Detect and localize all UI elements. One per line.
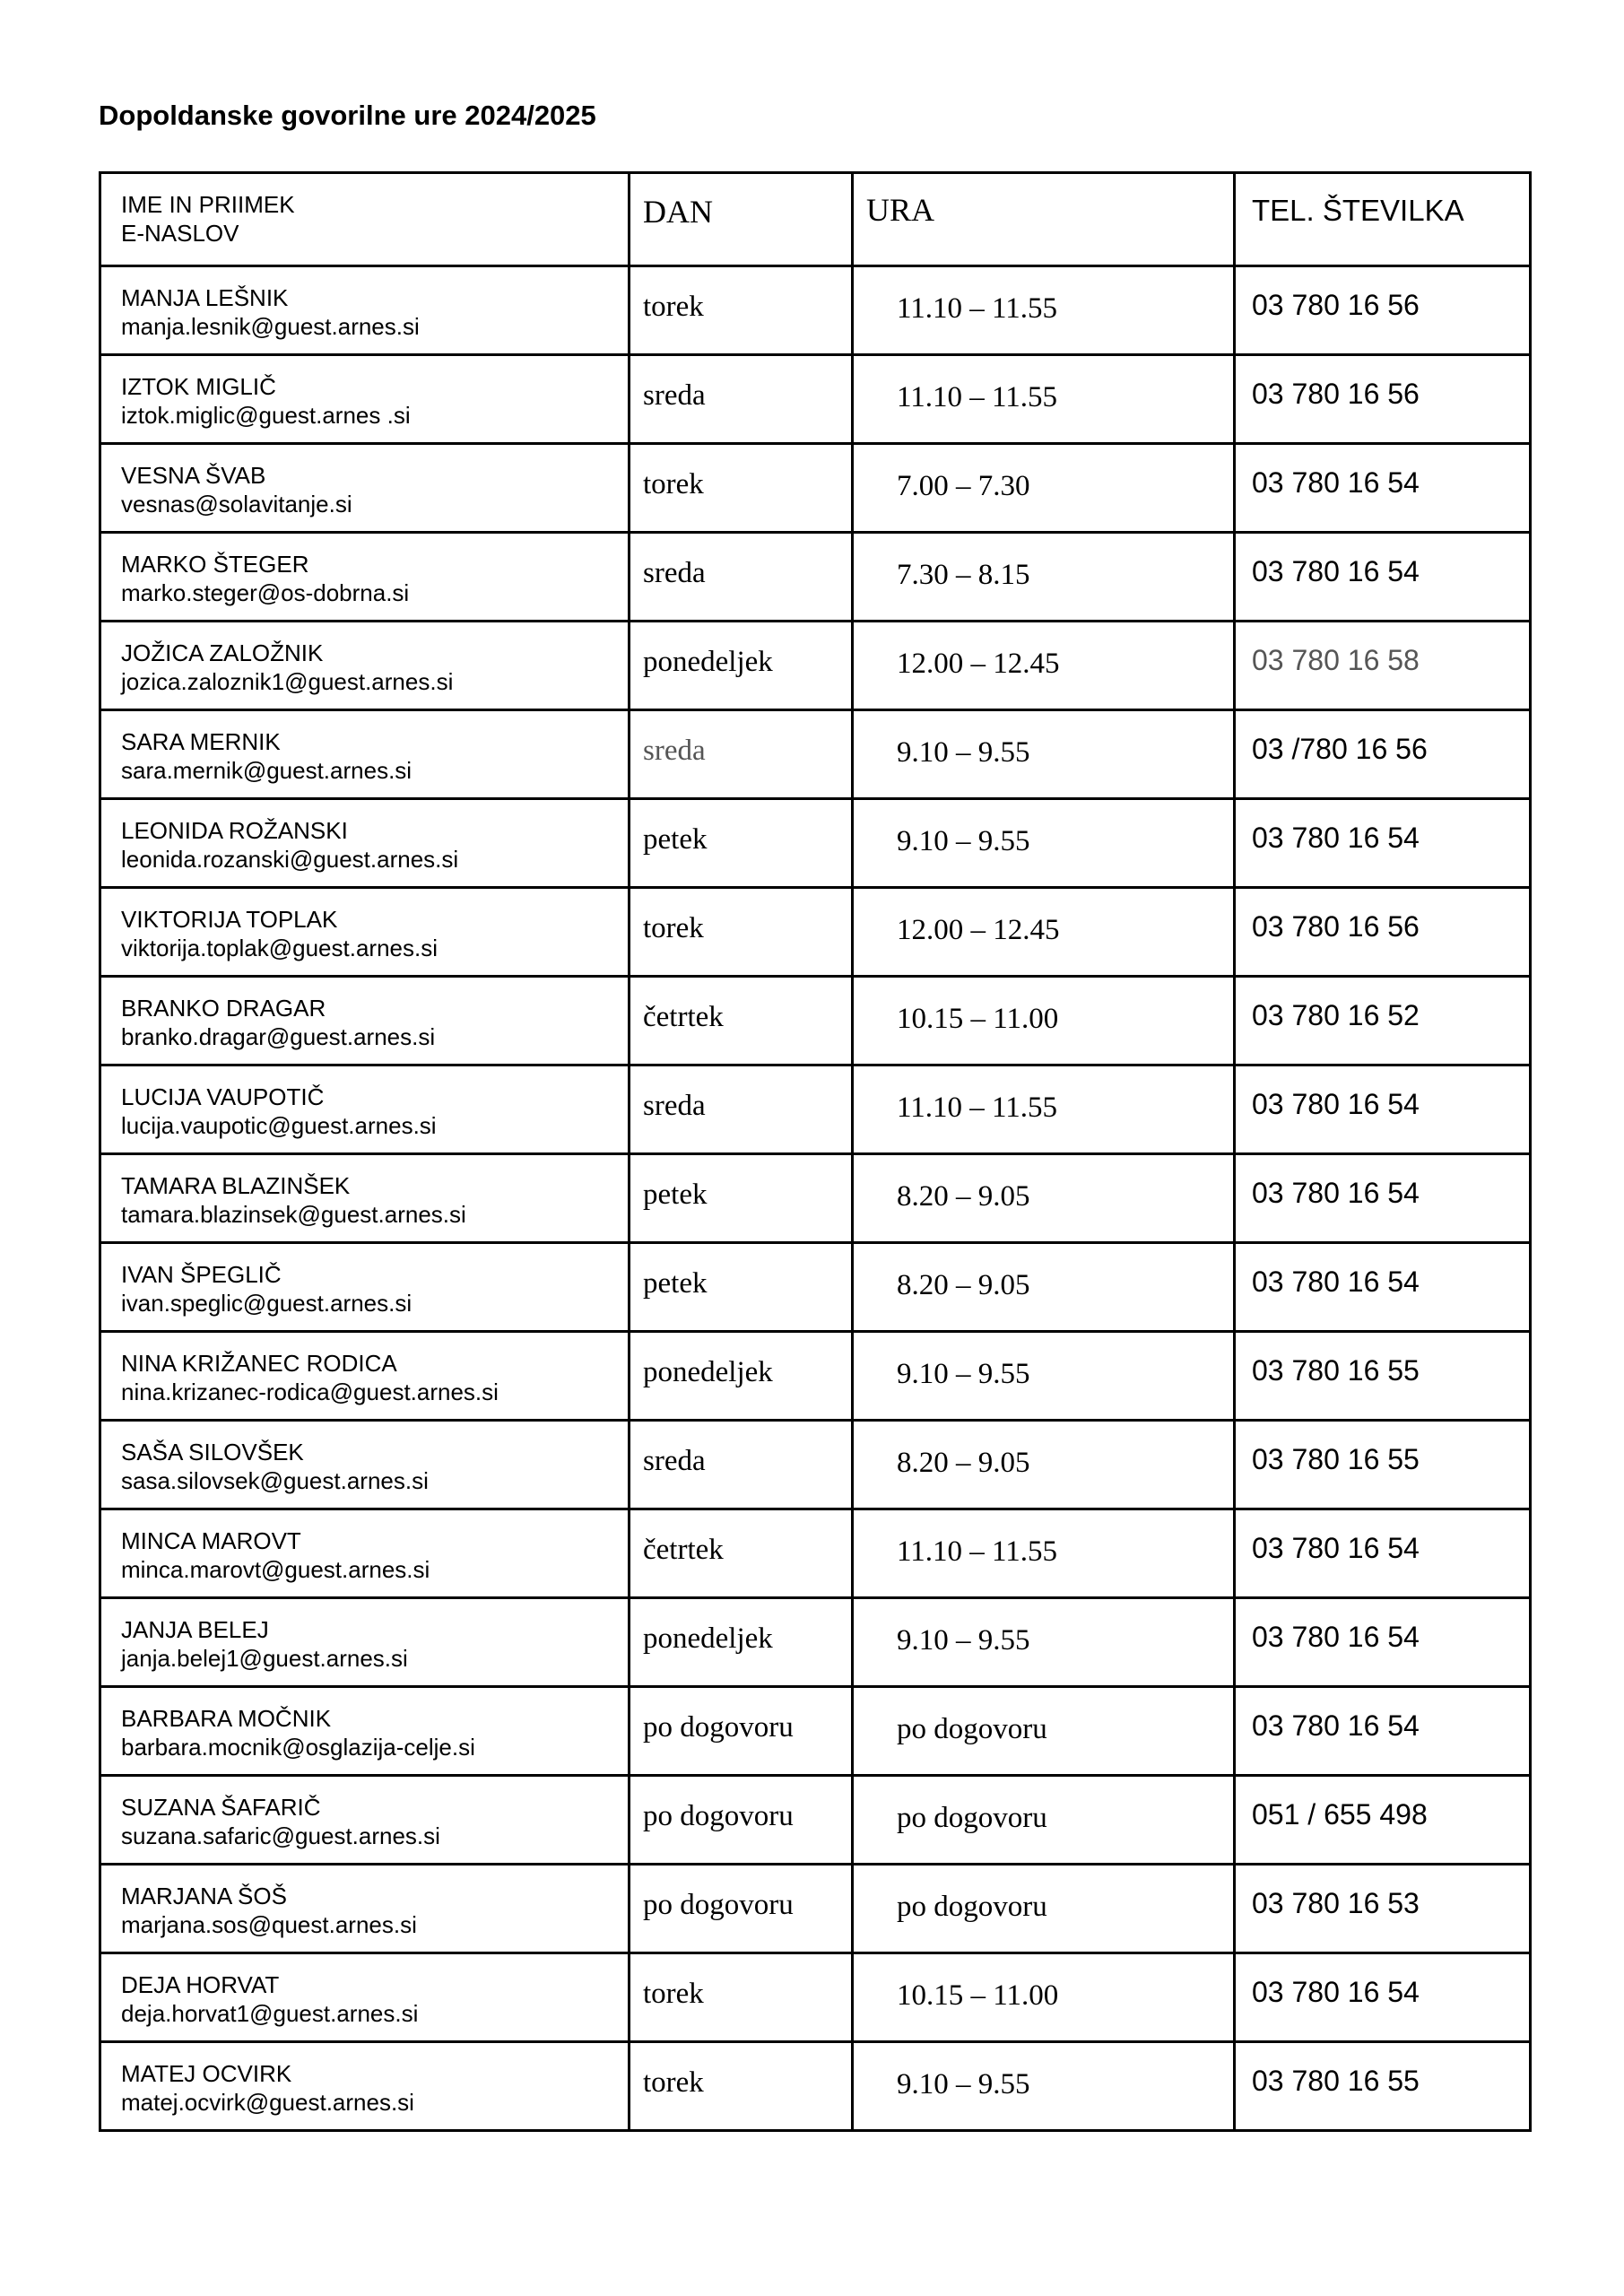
table-row <box>100 1865 1531 1953</box>
person-cell <box>100 888 630 977</box>
phone-cell: 03 780 16 54 <box>1235 1598 1531 1687</box>
person-cell <box>100 1421 630 1509</box>
day-cell: po dogovoru <box>630 1687 853 1776</box>
person-email: branko.dragar@guest.arnes.si <box>121 1023 436 1050</box>
person-name: VESNA ŠVAB <box>121 462 266 489</box>
time-cell: po dogovoru <box>853 1687 1235 1776</box>
day-cell: torek <box>630 1953 853 2042</box>
person-name: MARJANA ŠOŠ <box>121 1883 287 1909</box>
person-email: sasa.silovsek@guest.arnes.si <box>121 1467 429 1494</box>
time-cell: 7.30 – 8.15 <box>853 533 1235 622</box>
phone-cell: 03 780 16 54 <box>1235 1953 1531 2042</box>
person-name: LUCIJA VAUPOTIČ <box>121 1083 325 1110</box>
person-email: nina.krizanec-rodica@guest.arnes.si <box>121 1378 499 1405</box>
person-name: MANJA LEŠNIK <box>121 284 289 311</box>
person-name: BARBARA MOČNIK <box>121 1705 332 1732</box>
time-cell: 12.00 – 12.45 <box>853 622 1235 710</box>
person-email: ivan.speglic@guest.arnes.si <box>121 1290 413 1317</box>
time-cell: 11.10 – 11.55 <box>853 1509 1235 1598</box>
time-cell: 9.10 – 9.55 <box>853 1332 1235 1421</box>
person-cell <box>100 799 630 888</box>
phone-cell: 051 / 655 498 <box>1235 1776 1531 1865</box>
person-email: minca.marovt@guest.arnes.si <box>121 1556 430 1583</box>
phone-cell: 03 780 16 54 <box>1235 799 1531 888</box>
person-cell <box>100 622 630 710</box>
day-cell: sreda <box>630 533 853 622</box>
person-email: lucija.vaupotic@guest.arnes.si <box>121 1112 437 1139</box>
time-cell: 9.10 – 9.55 <box>853 2042 1235 2131</box>
day-cell: torek <box>630 2042 853 2131</box>
table-row <box>100 710 1531 799</box>
person-cell <box>100 1687 630 1776</box>
day-cell: petek <box>630 799 853 888</box>
table-row <box>100 1509 1531 1598</box>
table-row <box>100 1332 1531 1421</box>
table-row <box>100 1598 1531 1687</box>
day-cell: sreda <box>630 1065 853 1154</box>
time-cell: 7.00 – 7.30 <box>853 444 1235 533</box>
day-cell: četrtek <box>630 977 853 1065</box>
day-cell: torek <box>630 444 853 533</box>
person-cell <box>100 977 630 1065</box>
day-cell: petek <box>630 1243 853 1332</box>
person-email: deja.horvat1@guest.arnes.si <box>121 2000 419 2027</box>
time-cell: 9.10 – 9.55 <box>853 1598 1235 1687</box>
header-time: URA <box>853 173 1235 266</box>
person-cell <box>100 444 630 533</box>
phone-cell: 03 780 16 54 <box>1235 1243 1531 1332</box>
person-name: SARA MERNIK <box>121 728 281 755</box>
person-cell <box>100 266 630 355</box>
person-email: sara.mernik@guest.arnes.si <box>121 757 413 784</box>
person-email: janja.belej1@guest.arnes.si <box>121 1645 408 1672</box>
time-cell: po dogovoru <box>853 1865 1235 1953</box>
person-email: jozica.zaloznik1@guest.arnes.si <box>121 668 454 695</box>
day-cell: sreda <box>630 710 853 799</box>
table-row <box>100 266 1531 355</box>
person-email: tamara.blazinsek@guest.arnes.si <box>121 1201 466 1228</box>
person-email: viktorija.toplak@guest.arnes.si <box>121 935 438 961</box>
time-cell: 10.15 – 11.00 <box>853 977 1235 1065</box>
phone-cell: 03 /780 16 56 <box>1235 710 1531 799</box>
person-cell <box>100 533 630 622</box>
table-header-row <box>100 173 1531 266</box>
table-row <box>100 1154 1531 1243</box>
phone-cell: 03 780 16 56 <box>1235 355 1531 444</box>
table-row <box>100 1421 1531 1509</box>
day-cell: sreda <box>630 355 853 444</box>
phone-cell: 03 780 16 54 <box>1235 1154 1531 1243</box>
time-cell: 11.10 – 11.55 <box>853 1065 1235 1154</box>
person-cell <box>100 1953 630 2042</box>
person-name: JOŽICA ZALOŽNIK <box>121 639 324 666</box>
header-email-label: E-NASLOV <box>121 220 239 247</box>
day-cell: ponedeljek <box>630 622 853 710</box>
header-day: DAN <box>630 173 853 266</box>
table-row <box>100 622 1531 710</box>
header-name-label: IME IN PRIIMEK <box>121 191 295 218</box>
phone-cell: 03 780 16 54 <box>1235 1687 1531 1776</box>
table-row <box>100 444 1531 533</box>
table-row <box>100 977 1531 1065</box>
header-tel: TEL. ŠTEVILKA <box>1235 173 1531 266</box>
table-row <box>100 1065 1531 1154</box>
table-row <box>100 888 1531 977</box>
person-name: TAMARA BLAZINŠEK <box>121 1172 351 1199</box>
phone-cell: 03 780 16 54 <box>1235 444 1531 533</box>
table-row <box>100 1953 1531 2042</box>
time-cell: 11.10 – 11.55 <box>853 355 1235 444</box>
person-cell <box>100 710 630 799</box>
table-row <box>100 2042 1531 2131</box>
person-name: IVAN ŠPEGLIČ <box>121 1261 282 1288</box>
table-row <box>100 1243 1531 1332</box>
phone-cell: 03 780 16 52 <box>1235 977 1531 1065</box>
person-name: MATEJ OCVIRK <box>121 2060 292 2087</box>
table-row <box>100 1687 1531 1776</box>
person-email: suzana.safaric@guest.arnes.si <box>121 1822 440 1849</box>
person-email: barbara.mocnik@osglazija-celje.si <box>121 1734 475 1761</box>
person-email: marjana.sos@quest.arnes.si <box>121 1911 417 1938</box>
person-name: IZTOK MIGLIČ <box>121 373 276 400</box>
day-cell: po dogovoru <box>630 1776 853 1865</box>
phone-cell: 03 780 16 55 <box>1235 2042 1531 2131</box>
person-name: LEONIDA ROŽANSKI <box>121 817 348 844</box>
phone-cell: 03 780 16 55 <box>1235 1421 1531 1509</box>
time-cell: 11.10 – 11.55 <box>853 266 1235 355</box>
person-name: JANJA BELEJ <box>121 1616 269 1643</box>
person-email: marko.steger@os-dobrna.si <box>121 579 410 606</box>
phone-cell: 03 780 16 54 <box>1235 1509 1531 1598</box>
person-cell <box>100 355 630 444</box>
time-cell: 8.20 – 9.05 <box>853 1154 1235 1243</box>
phone-cell: 03 780 16 58 <box>1235 622 1531 710</box>
person-email: leonida.rozanski@guest.arnes.si <box>121 846 459 873</box>
phone-cell: 03 780 16 53 <box>1235 1865 1531 1953</box>
time-cell: 12.00 – 12.45 <box>853 888 1235 977</box>
day-cell: petek <box>630 1154 853 1243</box>
person-name: SUZANA ŠAFARIČ <box>121 1794 321 1821</box>
person-name: VIKTORIJA TOPLAK <box>121 906 338 933</box>
day-cell: ponedeljek <box>630 1598 853 1687</box>
time-cell: 8.20 – 9.05 <box>853 1421 1235 1509</box>
phone-cell: 03 780 16 54 <box>1235 533 1531 622</box>
table-row <box>100 799 1531 888</box>
table-row <box>100 1776 1531 1865</box>
person-name: MINCA MAROVT <box>121 1527 301 1554</box>
day-cell: četrtek <box>630 1509 853 1598</box>
office-hours-table <box>99 171 1532 2132</box>
time-cell: 8.20 – 9.05 <box>853 1243 1235 1332</box>
phone-cell: 03 780 16 54 <box>1235 1065 1531 1154</box>
day-cell: sreda <box>630 1421 853 1509</box>
person-name: MARKO ŠTEGER <box>121 551 309 578</box>
person-cell <box>100 1865 630 1953</box>
time-cell: 9.10 – 9.55 <box>853 710 1235 799</box>
time-cell: 9.10 – 9.55 <box>853 799 1235 888</box>
time-cell: po dogovoru <box>853 1776 1235 1865</box>
person-email: vesnas@solavitanje.si <box>121 491 352 517</box>
day-cell: torek <box>630 266 853 355</box>
day-cell: po dogovoru <box>630 1865 853 1953</box>
person-cell <box>100 1776 630 1865</box>
person-email: iztok.miglic@guest.arnes .si <box>121 402 411 429</box>
table-body <box>100 266 1531 2131</box>
day-cell: torek <box>630 888 853 977</box>
page-title: Dopoldanske govorilne ure 2024/2025 <box>99 100 596 131</box>
time-cell: 10.15 – 11.00 <box>853 1953 1235 2042</box>
table-row <box>100 355 1531 444</box>
person-cell <box>100 1598 630 1687</box>
person-cell <box>100 1332 630 1421</box>
person-cell <box>100 1154 630 1243</box>
phone-cell: 03 780 16 56 <box>1235 888 1531 977</box>
person-cell <box>100 1509 630 1598</box>
person-email: manja.lesnik@guest.arnes.si <box>121 313 420 340</box>
header-name-email <box>100 173 630 266</box>
phone-cell: 03 780 16 56 <box>1235 266 1531 355</box>
person-name: SAŠA SILOVŠEK <box>121 1439 304 1465</box>
table-row <box>100 533 1531 622</box>
phone-cell: 03 780 16 55 <box>1235 1332 1531 1421</box>
day-cell: ponedeljek <box>630 1332 853 1421</box>
person-cell <box>100 2042 630 2131</box>
person-name: NINA KRIŽANEC RODICA <box>121 1350 397 1377</box>
person-name: BRANKO DRAGAR <box>121 995 326 1022</box>
person-cell <box>100 1065 630 1154</box>
person-email: matej.ocvirk@guest.arnes.si <box>121 2089 414 2116</box>
person-name: DEJA HORVAT <box>121 1971 280 1998</box>
person-cell <box>100 1243 630 1332</box>
